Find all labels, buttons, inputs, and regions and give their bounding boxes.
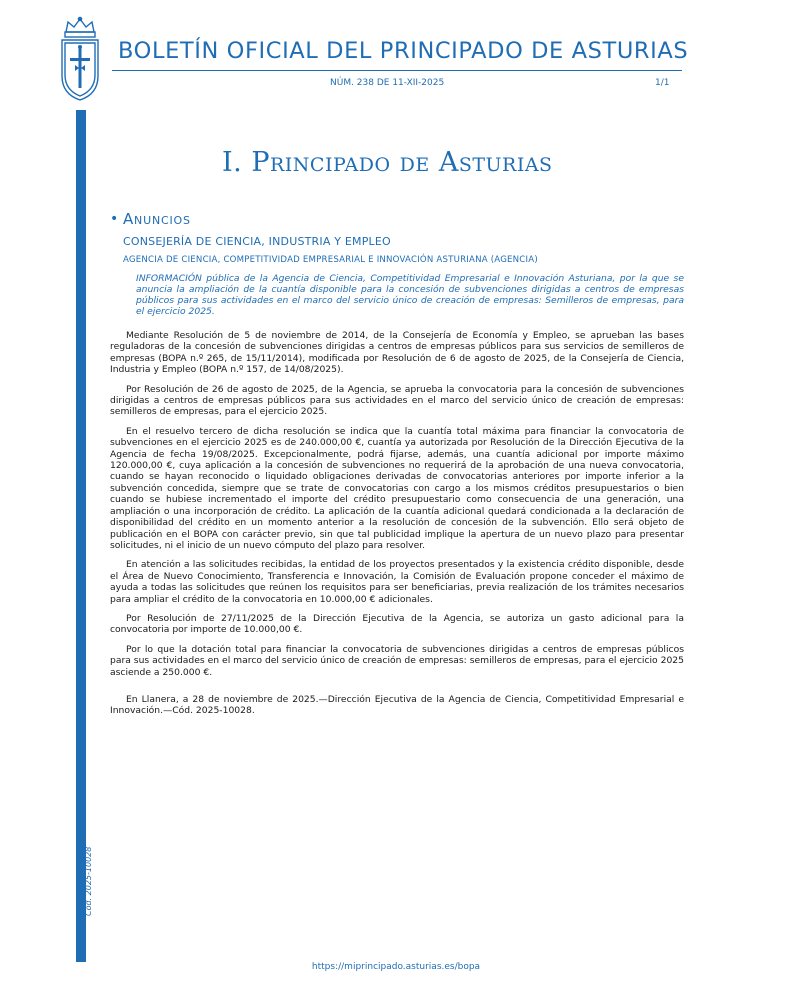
department-name: CONSEJERÍA DE CIENCIA, INDUSTRIA Y EMPLEO — [123, 235, 391, 248]
issue-number: NÚM. 238 DE 11-XII-2025 — [330, 78, 445, 88]
header-rule — [112, 70, 682, 71]
body-paragraph: Por Resolución de 27/11/2025 de la Dirección Ejecutiva de la Agencia, se autoriza un gasto adicional para la convocatoria por importe de 10.000,00 €. — [110, 612, 684, 636]
body-paragraph: En el resuelvo tercero de dicha resolución se indica que la cuantía total máxima para financiar la convocatoria de subvenciones en el ejercicio 2025 es de 240.000,00 €, cuantía ya autorizada por Resolución de la Dirección Ejecutiva de la Agencia de fecha 19/08/2025. Excepcionalmente, podrá fijarse, además, una cuantía adicional por importe máximo 120.000,00 €, cuya aplicación a la concesión de subvenciones no requerirá de la aprobación de una nueva convocatoria, cuando se hayan reconocido o liquidado obligaciones derivadas de convocatorias anteriores por importe inferior a la subvención concedida, siempre que se trate de convocatorias con cargo a los mismos créditos presupuestarios o bien cuando se hubiese incrementado el importe del crédito presupuestario como consecuencia de una generación, una ampliación o una incorporación de crédito. La aplicación de la cuantía adicional quedará condicionada a la declaración de disponibilidad del crédito en un momento anterior a la resolución de concesión de la subvención. Ello será objeto de publicación en el BOPA con carácter previo, sin que tal publicidad implique la apertura de un nuevo plazo para presentar solicitudes, ni el inicio de un nuevo cómputo del plazo para resolver. — [110, 425, 684, 551]
side-document-code: Cód. 2025-10028 — [84, 846, 93, 916]
agency-name: AGENCIA DE CIENCIA, COMPETITIVIDAD EMPRESARIAL E INNOVACIÓN ASTURIANA (AGENCIA) — [123, 255, 538, 265]
announcement-bullet: • — [110, 211, 119, 227]
body-paragraph: Por Resolución de 26 de agosto de 2025, de la Agencia, se aprueba la convocatoria para la concesión de subvenciones dirigidas a centros de empresas públicos para sus actividades en el marco del servicio único de creación de empresas: semilleros de empresas, para el ejercicio 2025. — [110, 383, 684, 418]
announcement-summary: INFORMACIÓN pública de la Agencia de Ciencia, Competitividad Empresarial e Innovación Asturiana, por la que se anuncia la ampliación de la cuantía disponible para la concesión de subvenciones dirigidas a centros de empresas públicos para sus actividades en el marco del servicio único de creación de empresas: Semilleros de empresas, para el ejercicio 2025. — [136, 273, 684, 317]
signature-paragraph: En Llanera, a 28 de noviembre de 2025.—Dirección Ejecutiva de la Agencia de Ciencia, Competitividad Empresarial e Innovación.—Cód. 2025-10028. — [110, 693, 684, 717]
side-accent-bar — [76, 110, 86, 962]
section-title: I. Principado de Asturias — [222, 147, 553, 178]
bulletin-title: BOLETÍN OFICIAL DEL PRINCIPADO DE ASTURIAS — [118, 38, 689, 64]
page-number: 1/1 — [655, 78, 670, 88]
body-paragraph: En atención a las solicitudes recibidas, la entidad de los proyectos presentados y la existencia crédito disponible, desde el Área de Nuevo Conocimiento, Transferencia e Innovación, la Comisión de Evaluación propone conceder el máximo de ayuda a todas las solicitudes que reúnen los requisitos para ser beneficiarias, previa realización de los trámites necesarios para ampliar el crédito de la convocatoria en 10.000,00 € adicionales. — [110, 559, 684, 605]
body-paragraph: Mediante Resolución de 5 de noviembre de 2014, de la Consejería de Economía y Empleo, se aprueban las bases reguladoras de la concesión de subvenciones dirigidas a centros de empresas públicos para sus servicios de semilleros de empresas (BOPA n.º 265, de 15/11/2014), modificada por Resolución de 6 de agosto de 2025, de la Consejería de Ciencia, Industria y Empleo (BOPA n.º 157, de 14/08/2025). — [110, 330, 684, 376]
announcement-body — [110, 330, 684, 725]
footer-link[interactable]: https://miprincipado.asturias.es/bopa — [311, 962, 481, 972]
asturias-crest-icon — [56, 16, 104, 102]
announcements-label: Anuncios — [123, 210, 191, 228]
body-paragraph: Por lo que la dotación total para financiar la convocatoria de subvenciones dirigidas a centros de empresas públicos para sus actividades en el marco del servicio único de creación de empresas: semilleros de empresas, para el ejercicio 2025 asciende a 250.000 €. — [110, 643, 684, 678]
